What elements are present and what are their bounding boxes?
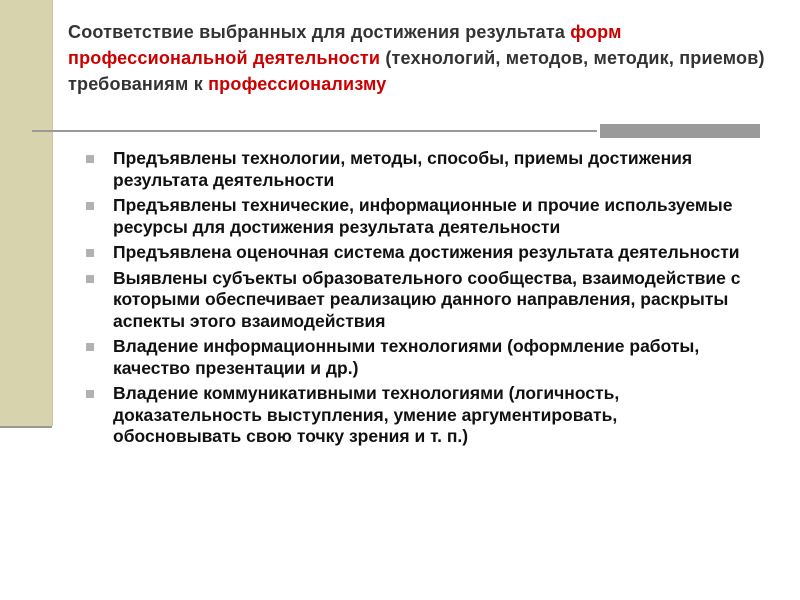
list-item <box>86 148 746 191</box>
criteria-list <box>86 148 746 452</box>
title-divider <box>32 130 597 132</box>
band-bottom-rule <box>0 426 52 428</box>
left-decor-band <box>0 0 52 426</box>
list-item-text: Владение коммуникативными технологиями (логичность, доказательность выступления, умение аргументировать, обосновывать свою точку зрения и т. п.) <box>113 383 620 446</box>
title-part-1: Соответствие выбранных для достижения результата <box>68 22 571 42</box>
list-item <box>86 383 746 448</box>
title-part-3: (технологий, методов, методик, приемов) требованиям к <box>68 48 765 94</box>
band-edge <box>52 0 53 426</box>
square-bullet-icon <box>86 155 94 163</box>
list-item <box>86 336 746 379</box>
list-item-text: Предъявлены технические, информационные и прочие используемые ресурсы для достижения результата деятельности <box>113 195 733 237</box>
list-item-text: Предъявлена оценочная система достижения результата деятельности <box>113 242 740 262</box>
list-item-text: Выявлены субъекты образовательного сообщества, взаимодействие с которыми обеспечивает реализацию данного направления, раскрыты аспекты этого взаимодействия <box>113 267 741 331</box>
list-item <box>86 268 746 333</box>
list-item-text: Владение информационными технологиями (оформление работы, качество презентации и др.) <box>113 336 700 378</box>
square-bullet-icon <box>86 202 94 210</box>
square-bullet-icon <box>86 343 94 351</box>
title-highlight-professionalism: профессионализму <box>208 74 387 94</box>
list-item <box>86 195 746 238</box>
square-bullet-icon <box>86 275 94 283</box>
square-bullet-icon <box>86 390 94 398</box>
list-item-text: Предъявлены технологии, методы, способы, приемы достижения результата деятельности <box>113 148 693 190</box>
list-item <box>86 242 746 264</box>
square-bullet-icon <box>86 249 94 257</box>
slide-title <box>68 19 768 97</box>
accent-block <box>600 124 760 138</box>
title-highlight-forms: форм профессиональной деятельности <box>68 22 622 68</box>
